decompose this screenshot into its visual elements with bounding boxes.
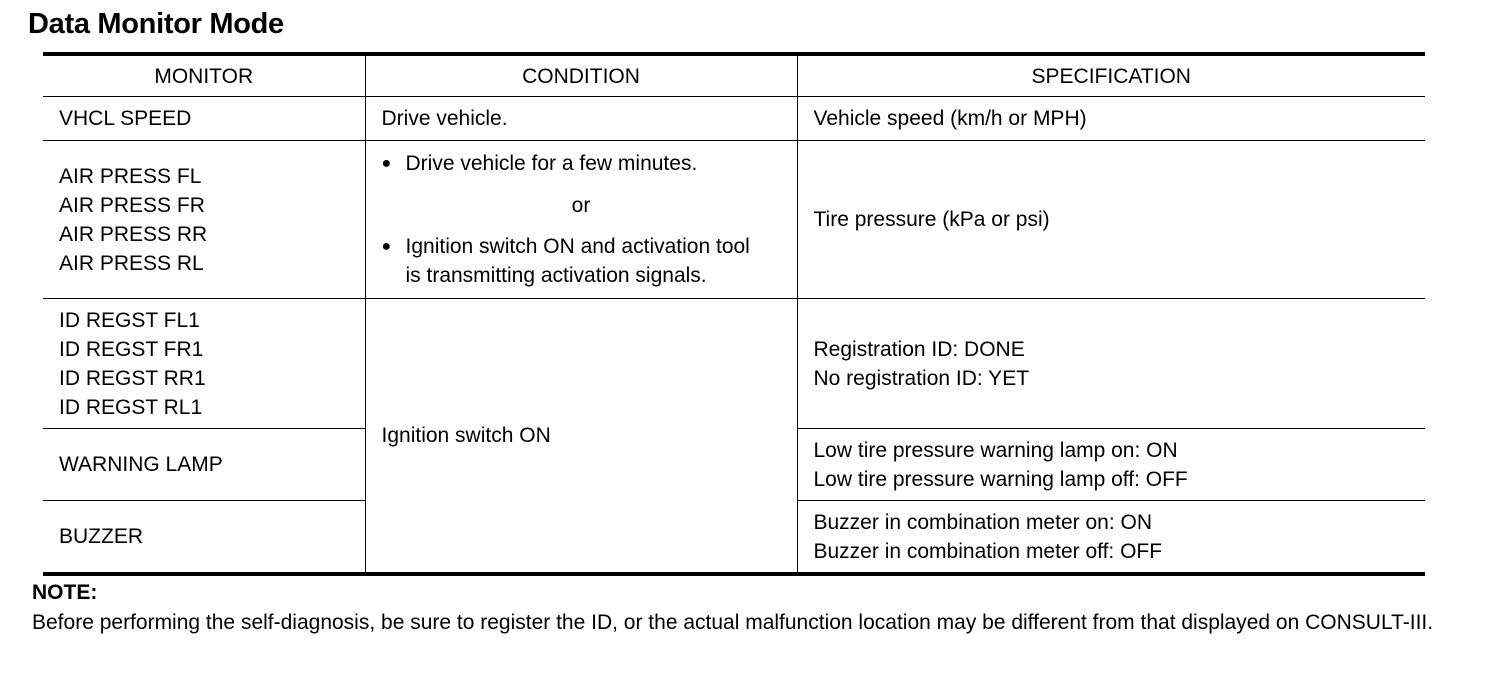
condition-bullet bbox=[382, 232, 797, 290]
bullet-icon: ● bbox=[381, 238, 392, 255]
condition-bullet bbox=[382, 149, 797, 178]
table-header-row bbox=[43, 54, 1425, 97]
monitor-item: ID REGST RR1 bbox=[59, 366, 206, 390]
monitor-item: AIR PRESS FR bbox=[59, 193, 205, 217]
specification-cell: Tire pressure (kPa or psi) bbox=[797, 141, 1425, 299]
monitor-cell: BUZZER bbox=[43, 501, 365, 575]
table-row-air-press bbox=[43, 141, 1425, 299]
condition-cell-ignition: Ignition switch ON bbox=[365, 299, 797, 575]
specification-cell bbox=[797, 501, 1425, 575]
specification-line: Buzzer in combination meter off: OFF bbox=[813, 539, 1163, 563]
note-body: Before performing the self-diagnosis, be sure to register the ID, or the actual malfunction location may be different from that displayed on CONSULT-III. bbox=[32, 611, 1434, 634]
monitor-item: AIR PRESS RL bbox=[59, 251, 204, 275]
monitor-cell: VHCL SPEED bbox=[43, 97, 365, 141]
header-monitor: MONITOR bbox=[43, 54, 365, 97]
condition-text: Ignition switch ON and activation tool bbox=[405, 235, 750, 258]
note-heading: NOTE: bbox=[32, 581, 98, 604]
specification-line: Buzzer in combination meter on: ON bbox=[813, 510, 1152, 534]
condition-text: is transmitting activation signals. bbox=[405, 264, 707, 287]
specification-line: No registration ID: YET bbox=[813, 366, 1030, 390]
condition-cell: Drive vehicle. bbox=[365, 97, 797, 141]
table-row-vhcl-speed bbox=[43, 97, 1425, 141]
monitor-cell bbox=[43, 141, 365, 299]
monitor-item: AIR PRESS FL bbox=[59, 164, 202, 188]
specification-line: Low tire pressure warning lamp off: OFF bbox=[813, 467, 1188, 491]
condition-cell bbox=[365, 141, 797, 299]
specification-line: Low tire pressure warning lamp on: ON bbox=[813, 438, 1178, 462]
data-monitor-table bbox=[43, 52, 1425, 576]
specification-cell: Vehicle speed (km/h or MPH) bbox=[797, 97, 1425, 141]
monitor-item: ID REGST FR1 bbox=[59, 337, 204, 361]
monitor-item: AIR PRESS RR bbox=[59, 222, 208, 246]
condition-text: Drive vehicle for a few minutes. bbox=[405, 152, 698, 175]
monitor-cell bbox=[43, 299, 365, 429]
specification-line: Registration ID: DONE bbox=[813, 337, 1025, 361]
monitor-item: ID REGST RL1 bbox=[59, 395, 203, 419]
note-block bbox=[32, 578, 1472, 638]
specification-cell bbox=[797, 429, 1425, 501]
table-row-id-regst bbox=[43, 299, 1425, 429]
header-specification: SPECIFICATION bbox=[797, 54, 1425, 97]
monitor-item: ID REGST FL1 bbox=[59, 308, 200, 332]
condition-or: or bbox=[571, 194, 591, 217]
specification-cell bbox=[797, 299, 1425, 429]
monitor-cell: WARNING LAMP bbox=[43, 429, 365, 501]
page-title: Data Monitor Mode bbox=[28, 8, 284, 40]
header-condition: CONDITION bbox=[365, 54, 797, 97]
bullet-icon: ● bbox=[381, 155, 392, 172]
